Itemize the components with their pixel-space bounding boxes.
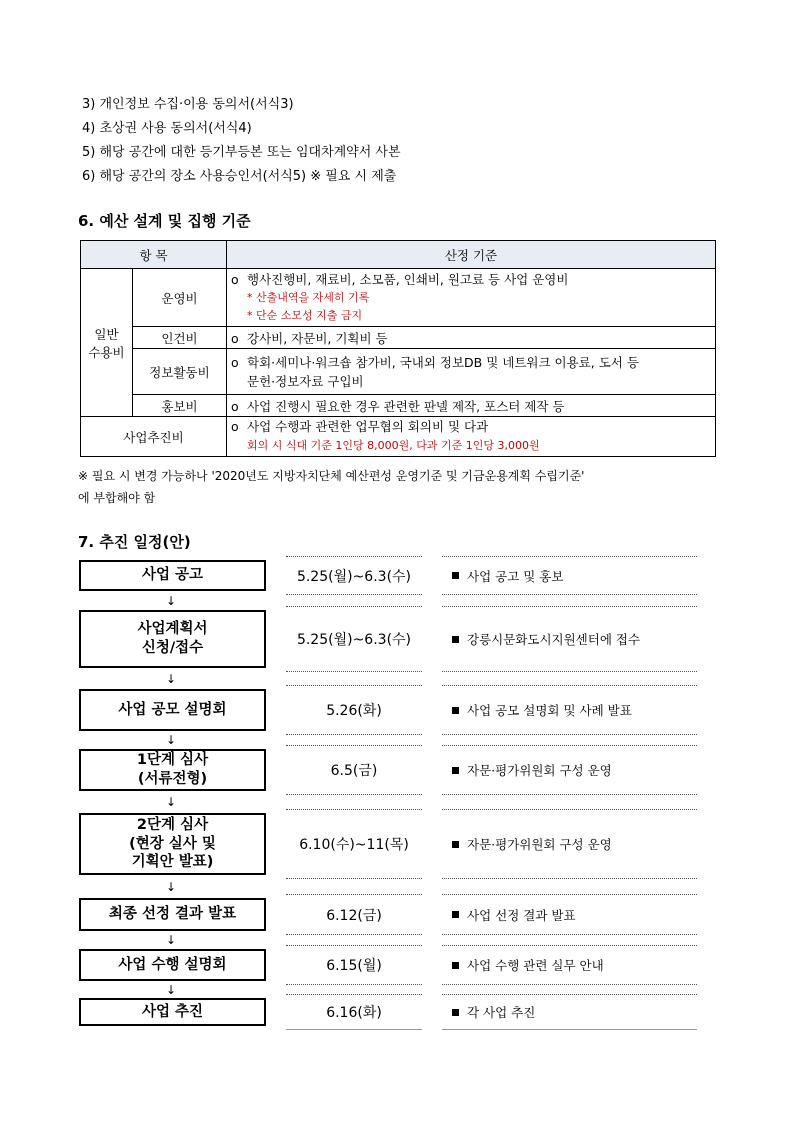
step-desc-text: 자문·평가위원회 구성 운영 (467, 763, 612, 778)
step-name: 1단계 심사 (서류전형) (136, 752, 209, 787)
step-box-2 (79, 610, 266, 668)
step-desc-3 (442, 689, 697, 731)
divider-line (442, 594, 697, 595)
circle-bullet: o (231, 272, 239, 287)
divider-line (442, 685, 697, 686)
document-item-3: 3) 개인정보 수집·이용 동의서(서식3) (82, 97, 294, 112)
square-bullet-icon (452, 572, 459, 579)
divider-line (286, 745, 422, 746)
step-desc-6 (442, 898, 697, 931)
step-date-8: 6.16(화) (326, 1005, 382, 1021)
square-bullet-icon (452, 962, 459, 969)
circle-bullet: o (231, 330, 239, 346)
divider-line (286, 934, 422, 935)
flow-arrow-icon: ↓ (166, 733, 177, 747)
divider-line (286, 809, 422, 810)
divider-line (286, 1029, 422, 1030)
divider-line (286, 606, 422, 607)
flow-arrow-icon: ↓ (166, 982, 177, 997)
divider-line (442, 994, 697, 995)
divider-line (442, 934, 697, 935)
square-bullet-icon (452, 841, 459, 848)
step-desc-4 (442, 749, 697, 791)
divider-line (442, 894, 697, 895)
divider-line (442, 556, 697, 557)
header-criteria: 산정 기준 (227, 241, 716, 269)
group-label-line1: 일반 (94, 326, 119, 342)
budget-footnote-line1: ※ 필요 시 변경 가능하나 '2020년도 지방자치단체 예산편성 운영기준 및 기금운용계획 수립기준' (78, 469, 585, 483)
divider-line (286, 671, 422, 672)
item-business: 사업추진비 (81, 417, 227, 457)
document-item-5: 5) 해당 공간에 대한 등기부등본 또는 임대차계약서 사본 (82, 145, 401, 160)
budget-row-promo (81, 395, 716, 417)
criteria-business (227, 417, 716, 457)
flow-arrow-icon: ↓ (166, 879, 177, 894)
step-box-4 (79, 749, 266, 791)
criteria-operation (227, 269, 716, 327)
divider-line (286, 894, 422, 895)
divider-line (442, 745, 697, 746)
budget-header-row (81, 241, 716, 269)
criteria-info (227, 349, 716, 395)
step-box-1 (79, 560, 266, 591)
step-desc-5 (442, 813, 697, 875)
budget-row-operation (81, 269, 716, 327)
budget-row-labor (81, 327, 716, 349)
step-desc-text: 사업 공모 설명회 및 사례 발표 (467, 703, 632, 718)
step-name: 최종 선정 결과 발표 (108, 906, 237, 923)
step-box-3 (79, 689, 266, 731)
flow-arrow-icon: ↓ (166, 795, 177, 809)
step-desc-7 (442, 949, 697, 981)
circle-bullet: o (231, 398, 239, 414)
criteria-info-text: 학회·세미나·워크숍 참가비, 국내외 정보DB 및 네트워크 이용료, 도서 등 (247, 354, 639, 370)
divider-line (442, 809, 697, 810)
divider-line (442, 734, 697, 735)
document-item-6: 6) 해당 공간의 장소 사용승인서(서식5) ※ 필요 시 제출 (82, 169, 397, 184)
criteria-business-text: 사업 수행과 관련한 업무협의 회의비 및 다과 (247, 419, 489, 434)
schedule-section-title: 7. 추진 일정(안) (78, 533, 191, 551)
step-desc-text: 강릉시문화도시지원센터에 접수 (467, 632, 641, 647)
step-date-2: 5.25(월)~6.3(수) (296, 632, 412, 648)
document-item-4: 4) 초상권 사용 동의서(서식4) (82, 121, 252, 136)
criteria-info-text2: 문헌·정보자료 구입비 (247, 373, 364, 389)
square-bullet-icon (452, 636, 459, 643)
step-name: 2단계 심사 (현장 실사 및 기획안 발표) (129, 816, 216, 871)
divider-line (442, 878, 697, 879)
circle-bullet: o (231, 419, 239, 434)
flow-arrow-icon: ↓ (166, 593, 177, 608)
item-promo: 홍보비 (133, 395, 227, 417)
criteria-operation-note2: * 단순 소모성 지출 금지 (247, 309, 363, 322)
group-label-line2: 수용비 (88, 344, 125, 360)
criteria-labor (227, 327, 716, 349)
step-desc-text: 자문·평가위원회 구성 운영 (467, 837, 612, 852)
step-desc-text: 사업 수행 관련 실무 안내 (467, 958, 604, 973)
step-desc-2 (442, 610, 697, 668)
divider-line (286, 794, 422, 795)
flow-arrow-icon: ↓ (166, 933, 177, 947)
divider-line (442, 606, 697, 607)
step-name: 사업 공모 설명회 (118, 701, 227, 718)
divider-line (286, 594, 422, 595)
budget-row-info (81, 349, 716, 395)
step-date-3: 5.26(화) (326, 703, 382, 719)
square-bullet-icon (452, 911, 459, 918)
criteria-operation-note1: * 산출내역을 자세히 기록 (247, 291, 370, 304)
step-desc-1 (442, 560, 697, 591)
criteria-business-note: 회의 시 식대 기준 1인당 8,000원, 다과 기준 1인당 3,000원 (247, 439, 540, 452)
group-label-cell (81, 269, 133, 417)
divider-line (286, 878, 422, 879)
step-date-1: 5.25(월)~6.3(수) (296, 568, 412, 585)
flow-arrow-icon: ↓ (166, 671, 177, 686)
divider-line (286, 945, 422, 946)
divider-line (286, 556, 422, 557)
divider-line (442, 671, 697, 672)
square-bullet-icon (452, 707, 459, 714)
step-date-6: 6.12(금) (326, 907, 382, 924)
circle-bullet: o (231, 354, 239, 370)
item-labor: 인건비 (133, 327, 227, 349)
header-item: 항 목 (81, 241, 227, 269)
item-info: 정보활동비 (133, 349, 227, 395)
step-box-6 (79, 898, 266, 931)
step-date-5: 6.10(수)~11(목) (299, 837, 409, 853)
step-name: 사업계획서 신청/접수 (137, 621, 208, 656)
square-bullet-icon (452, 767, 459, 774)
budget-row-business (81, 417, 716, 457)
step-date-4: 6.5(금) (330, 763, 378, 779)
budget-table (80, 240, 716, 457)
step-desc-text: 사업 선정 결과 발표 (467, 907, 576, 923)
divider-line (442, 1029, 697, 1030)
step-desc-text: 각 사업 추진 (467, 1005, 536, 1020)
step-desc-8 (442, 998, 697, 1026)
divider-line (286, 685, 422, 686)
divider-line (286, 984, 422, 985)
divider-line (286, 994, 422, 995)
budget-footnote-line2: 에 부합해야 함 (78, 491, 156, 505)
step-box-5 (79, 813, 266, 875)
criteria-operation-text: 행사진행비, 재료비, 소모품, 인쇄비, 원고료 등 사업 운영비 (247, 272, 569, 287)
step-desc-text: 사업 공고 및 홍보 (467, 568, 564, 584)
step-date-7: 6.15(월) (326, 958, 382, 974)
item-operation: 운영비 (133, 269, 227, 327)
divider-line (442, 984, 697, 985)
step-box-7 (79, 949, 266, 981)
criteria-promo (227, 395, 716, 417)
square-bullet-icon (452, 1009, 459, 1016)
criteria-labor-text: 강사비, 자문비, 기획비 등 (247, 330, 388, 346)
budget-section-title: 6. 예산 설계 및 집행 기준 (78, 212, 251, 230)
divider-line (286, 734, 422, 735)
step-name: 사업 추진 (141, 1003, 204, 1020)
step-box-8 (79, 998, 266, 1026)
step-name: 사업 수행 설명회 (118, 956, 227, 973)
divider-line (442, 794, 697, 795)
criteria-promo-text: 사업 진행시 필요한 경우 관련한 판넬 제작, 포스터 제작 등 (247, 398, 565, 414)
divider-line (442, 945, 697, 946)
step-name: 사업 공고 (141, 567, 204, 584)
